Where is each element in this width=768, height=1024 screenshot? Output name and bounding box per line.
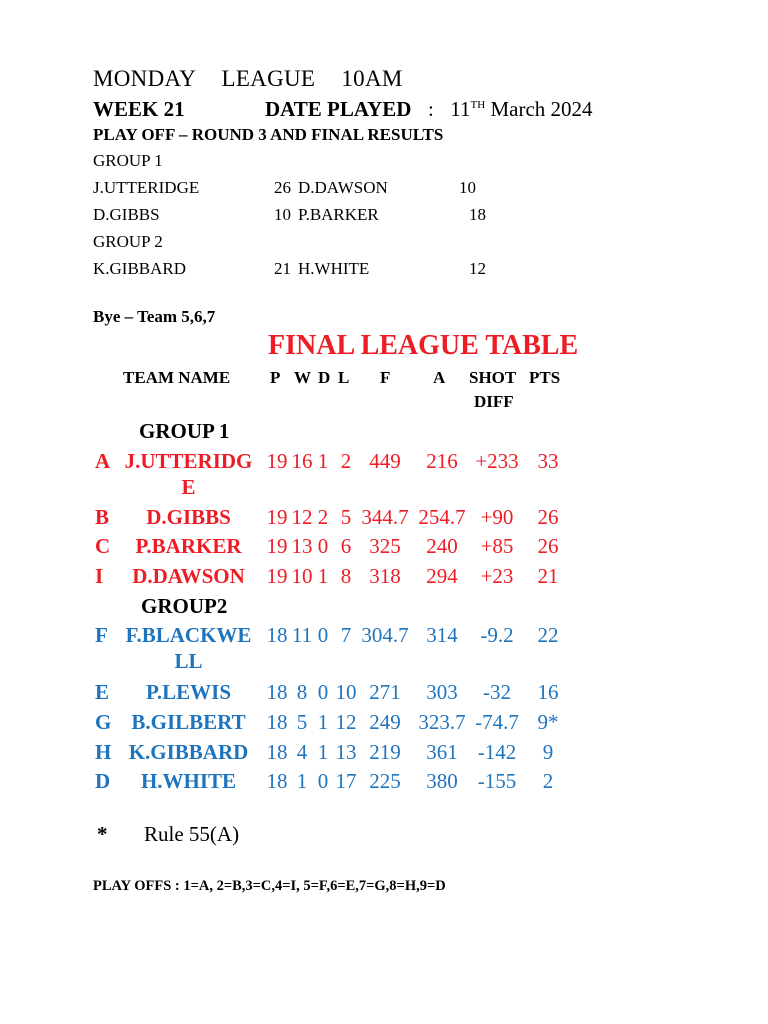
result-1-away-score: 10 [459, 178, 476, 197]
cell-d: 1 [317, 564, 329, 588]
header-won: W [294, 368, 311, 387]
cell-p: 19 [266, 534, 288, 558]
cell-code: H [95, 740, 112, 764]
header-drawn: D [318, 368, 331, 387]
cell-p: 18 [266, 623, 288, 647]
cell-f: 219 [369, 740, 401, 764]
cell-d: 0 [317, 623, 329, 647]
result-2-away-score: 18 [469, 205, 486, 224]
table-row [0, 623, 768, 673]
cell-a: 323.7 [418, 710, 466, 734]
cell-l: 7 [340, 623, 352, 647]
cell-f: 271 [369, 680, 401, 704]
cell-team-name: F.BLACKWE [125, 623, 252, 647]
cell-team-name: K.GIBBARD [128, 740, 249, 764]
cell-diff: +23 [480, 564, 514, 588]
date-played [265, 97, 593, 122]
cell-f: 344.7 [361, 505, 409, 529]
cell-l: 8 [340, 564, 352, 588]
header-against: A [433, 368, 446, 387]
cell-d: 0 [317, 680, 329, 704]
cell-p: 18 [266, 740, 288, 764]
header-for: F [380, 368, 391, 387]
date-day: 11 [450, 97, 471, 121]
cell-code: C [95, 534, 111, 558]
result-3-away-score: 12 [469, 259, 486, 278]
cell-w: 1 [296, 769, 308, 793]
header-points: PTS [529, 368, 561, 387]
cell-w: 12 [291, 505, 313, 529]
cell-l: 10 [335, 680, 357, 704]
cell-a: 380 [426, 769, 458, 793]
playoff-heading: PLAY OFF – ROUND 3 AND FINAL RESULTS [93, 125, 444, 144]
header-played: P [270, 368, 281, 387]
cell-l: 2 [340, 449, 352, 473]
bye-note: Bye – Team 5,6,7 [93, 307, 216, 326]
cell-diff: +233 [475, 449, 519, 473]
cell-f: 304.7 [361, 623, 409, 647]
playoffs-line: PLAY OFFS : 1=A, 2=B,3=C,4=I, 5=F,6=E,7=G,8=H,9=D [93, 878, 446, 894]
cell-code: A [95, 449, 111, 473]
cell-a: 361 [426, 740, 458, 764]
cell-p: 18 [266, 710, 288, 734]
cell-team-name: B.GILBERT [131, 710, 246, 734]
league-title-day: MONDAY [93, 66, 196, 91]
cell-diff: +90 [480, 505, 514, 529]
cell-p: 18 [266, 769, 288, 793]
table-row [0, 769, 768, 799]
cell-w: 13 [291, 534, 313, 558]
cell-pts: 26 [537, 505, 559, 529]
cell-p: 19 [266, 564, 288, 588]
cell-a: 240 [426, 534, 458, 558]
cell-team-name-wrap: E [181, 475, 196, 499]
cell-l: 13 [335, 740, 357, 764]
cell-code: G [95, 710, 112, 734]
result-3-home-score: 21 [274, 259, 291, 278]
results-group1-label: GROUP 1 [93, 151, 163, 170]
cell-team-name: D.DAWSON [132, 564, 245, 588]
cell-team-name: D.GIBBS [146, 505, 231, 529]
cell-pts: 33 [537, 449, 559, 473]
result-2-away: P.BARKER [298, 205, 379, 224]
result-2-home-score: 10 [274, 205, 291, 224]
cell-w: 5 [296, 710, 308, 734]
table-row [0, 449, 768, 499]
footnote [97, 822, 239, 847]
table-row [0, 740, 768, 770]
cell-team-name: P.LEWIS [145, 680, 231, 704]
cell-team-name-wrap: LL [174, 649, 203, 673]
cell-f: 449 [369, 449, 401, 473]
table-row [0, 710, 768, 740]
cell-pts: 22 [537, 623, 559, 647]
cell-f: 249 [369, 710, 401, 734]
footnote-text: Rule 55(A) [144, 822, 240, 846]
cell-p: 19 [266, 449, 288, 473]
cell-d: 0 [317, 534, 329, 558]
cell-l: 12 [335, 710, 357, 734]
table-row [0, 680, 768, 710]
cell-a: 254.7 [418, 505, 466, 529]
result-1-home-score: 26 [274, 178, 291, 197]
cell-team-name: P.BARKER [135, 534, 242, 558]
cell-d: 1 [317, 449, 329, 473]
result-3-away: H.WHITE [298, 259, 370, 278]
cell-d: 0 [317, 769, 329, 793]
header-shot: SHOT [469, 368, 517, 387]
cell-a: 303 [426, 680, 458, 704]
cell-code: D [95, 769, 111, 793]
table-row [0, 564, 768, 594]
cell-d: 2 [317, 505, 329, 529]
table-row [0, 534, 768, 564]
header-diff: DIFF [474, 392, 514, 411]
cell-pts: 2 [542, 769, 554, 793]
cell-f: 225 [369, 769, 401, 793]
footnote-mark: * [97, 822, 108, 846]
result-1-away: D.DAWSON [298, 178, 388, 197]
cell-diff: -74.7 [475, 710, 519, 734]
cell-team-name: H.WHITE [140, 769, 237, 793]
cell-a: 216 [426, 449, 458, 473]
league-title-time: 10AM [341, 66, 403, 91]
cell-a: 314 [426, 623, 458, 647]
cell-pts: 26 [537, 534, 559, 558]
cell-code: E [95, 680, 110, 704]
cell-diff: -142 [477, 740, 517, 764]
result-2-home: D.GIBBS [93, 205, 160, 224]
cell-code: I [95, 564, 104, 588]
cell-p: 19 [266, 505, 288, 529]
cell-diff: -155 [477, 769, 517, 793]
date-separator: : [427, 97, 434, 121]
header-team-name: TEAM NAME [123, 368, 231, 387]
league-title [93, 66, 403, 92]
result-3-home: K.GIBBARD [93, 259, 187, 278]
cell-a: 294 [426, 564, 458, 588]
cell-diff: -32 [483, 680, 511, 704]
cell-w: 16 [291, 449, 313, 473]
league-title-word: LEAGUE [221, 66, 316, 91]
cell-l: 6 [340, 534, 352, 558]
cell-l: 5 [340, 505, 352, 529]
league-table-title: FINAL LEAGUE TABLE [268, 330, 579, 361]
header-lost: L [338, 368, 350, 387]
cell-f: 325 [369, 534, 401, 558]
week-label: WEEK 21 [93, 97, 185, 121]
date-played-label: DATE PLAYED [265, 97, 412, 121]
cell-w: 11 [291, 623, 313, 647]
cell-w: 10 [291, 564, 313, 588]
cell-pts: 9 [542, 740, 554, 764]
cell-diff: +85 [480, 534, 514, 558]
cell-p: 18 [266, 680, 288, 704]
result-1-home: J.UTTERIDGE [93, 178, 200, 197]
date-suffix: TH [470, 99, 486, 111]
cell-w: 8 [296, 680, 308, 704]
cell-pts: 9* [537, 710, 559, 734]
table-group2-label: GROUP2 [141, 594, 228, 618]
results-group2-label: GROUP 2 [93, 232, 163, 251]
cell-f: 318 [369, 564, 401, 588]
cell-pts: 16 [537, 680, 559, 704]
table-group1-label: GROUP 1 [139, 419, 230, 443]
date-month-year: March 2024 [490, 97, 593, 121]
cell-pts: 21 [537, 564, 559, 588]
cell-d: 1 [317, 740, 329, 764]
cell-d: 1 [317, 710, 329, 734]
cell-w: 4 [296, 740, 308, 764]
cell-diff: -9.2 [480, 623, 514, 647]
cell-code: B [95, 505, 110, 529]
cell-code: F [95, 623, 108, 647]
cell-team-name: J.UTTERIDG [124, 449, 253, 473]
cell-l: 17 [335, 769, 357, 793]
table-row [0, 505, 768, 535]
